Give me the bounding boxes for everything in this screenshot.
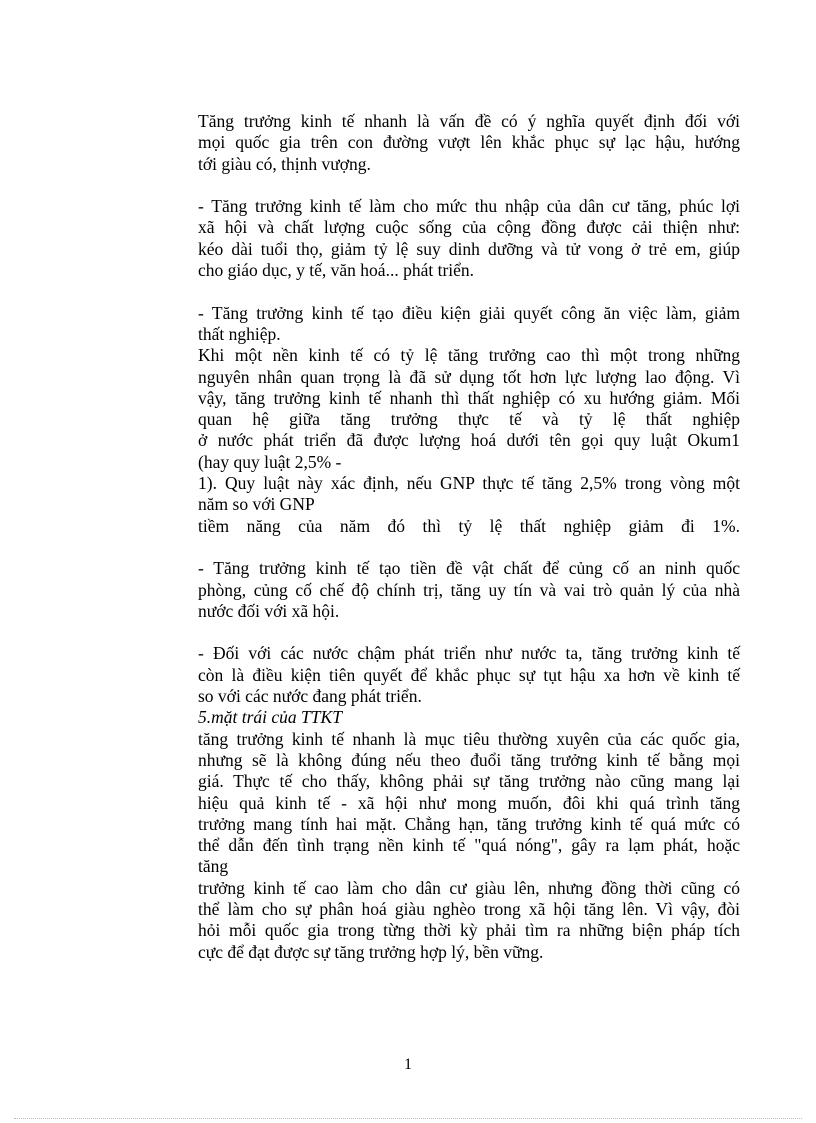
document-body xyxy=(198,111,740,963)
text-line: ở nước phát triển đã được lượng hoá dưới tên gọi quy luật Okum1 xyxy=(198,430,740,451)
text-line: thể dẫn đến tình trạng nền kinh tế "quá nóng", gây ra lạm phát, hoặc xyxy=(198,835,740,856)
paragraph-income xyxy=(198,196,740,281)
text-line: tăng xyxy=(198,856,229,877)
text-line: nguyên nhân quan trọng là đã sử dụng tốt hơn lực lượng lao động. Vì xyxy=(198,366,740,387)
paragraph-spacer xyxy=(198,175,740,196)
paragraph-spacer xyxy=(198,622,740,643)
text-line: so với các nước đang phát triển. xyxy=(198,686,422,707)
section-heading xyxy=(198,707,740,728)
paragraph-defense xyxy=(198,558,740,622)
text-line: tiềm năng của năm đó thì tỷ lệ thất nghiệp giảm đi 1%. xyxy=(198,515,740,536)
text-line: tăng trưởng kinh tế nhanh là mục tiêu thường xuyên của các quốc gia, xyxy=(198,728,740,749)
text-line: trưởng kinh tế cao làm cho dân cư giàu lên, nhưng đồng thời cũng có xyxy=(198,877,740,898)
text-line: nước đối với xã hội. xyxy=(198,600,340,621)
text-line: năm so với GNP xyxy=(198,494,315,515)
section-heading-text: 5.mặt trái của TTKT xyxy=(198,707,342,728)
text-line: - Tăng trưởng kinh tế tạo điều kiện giải quyết công ăn việc làm, giảm xyxy=(198,302,740,323)
text-line: nhưng sẽ là không đúng nếu theo đuổi tăng trưởng kinh tế bằng mọi xyxy=(198,749,740,770)
text-line: - Tăng trưởng kinh tế làm cho mức thu nhập của dân cư tăng, phúc lợi xyxy=(198,196,740,217)
text-line: trưởng mang tính hai mặt. Chẳng hạn, tăng trưởng kinh tế quá mức có xyxy=(198,813,740,834)
text-line: kéo dài tuổi thọ, giảm tỷ lệ suy dinh dưỡng và tử vong ở trẻ em, giúp xyxy=(198,238,740,259)
text-line: cực để đạt được sự tăng trưởng hợp lý, bền vững. xyxy=(198,941,544,962)
paragraph-employment xyxy=(198,303,740,537)
text-line: vậy, tăng trưởng kinh tế nhanh thì thất nghiệp có xu hướng giảm. Mối xyxy=(198,387,740,408)
text-line: mọi quốc gia trên con đường vượt lên khắc phục sự lạc hậu, hướng xyxy=(198,132,740,153)
text-line: (hay quy luật 2,5% - xyxy=(198,451,342,472)
paragraph-intro xyxy=(198,111,740,175)
text-line: Tăng trưởng kinh tế nhanh là vấn đề có ý nghĩa quyết định đối với xyxy=(198,111,740,131)
text-line: tới giàu có, thịnh vượng. xyxy=(198,153,371,174)
page-divider xyxy=(14,1118,802,1119)
text-line: giá. Thực tế cho thấy, không phải sự tăng trưởng nào cũng mang lại xyxy=(198,771,740,792)
text-line: phòng, củng cố chế độ chính trị, tăng uy tín và vai trò quản lý của nhà xyxy=(198,579,740,600)
text-line: thể làm cho sự phân hoá giàu nghèo trong xã hội tăng lên. Vì vậy, đòi xyxy=(198,898,740,919)
paragraph-spacer xyxy=(198,281,740,302)
text-line: hiệu quả kinh tế - xã hội như mong muốn, đôi khi quá trình tăng xyxy=(198,792,740,813)
text-line: quan hệ giữa tăng trưởng thực tế và tỷ lệ thất nghiệp xyxy=(198,409,740,430)
page-number: 1 xyxy=(404,1056,412,1073)
text-line: xã hội và chất lượng cuộc sống của cộng đồng được cải thiện như: xyxy=(198,217,740,238)
text-line: - Tăng trưởng kinh tế tạo tiền đề vật chất để củng cố an ninh quốc xyxy=(198,558,740,579)
text-line: cho giáo dục, y tế, văn hoá... phát triển. xyxy=(198,260,475,281)
text-line: Khi một nền kinh tế có tỷ lệ tăng trưởng cao thì một trong những xyxy=(198,345,740,366)
paragraph-downside xyxy=(198,729,740,963)
text-line: 1). Quy luật này xác định, nếu GNP thực tế tăng 2,5% trong vòng một xyxy=(198,473,740,494)
text-line: còn là điều kiện tiên quyết để khắc phục sự tụt hậu xa hơn về kinh tế xyxy=(198,664,740,685)
text-line: hỏi mỗi quốc gia trong từng thời kỳ phải tìm ra những biện pháp tích xyxy=(198,920,740,941)
text-line: thất nghiệp. xyxy=(198,323,281,344)
text-line: - Đối với các nước chậm phát triển như nước ta, tăng trưởng kinh tế xyxy=(198,643,740,664)
paragraph-developing-countries xyxy=(198,643,740,707)
paragraph-spacer xyxy=(198,537,740,558)
